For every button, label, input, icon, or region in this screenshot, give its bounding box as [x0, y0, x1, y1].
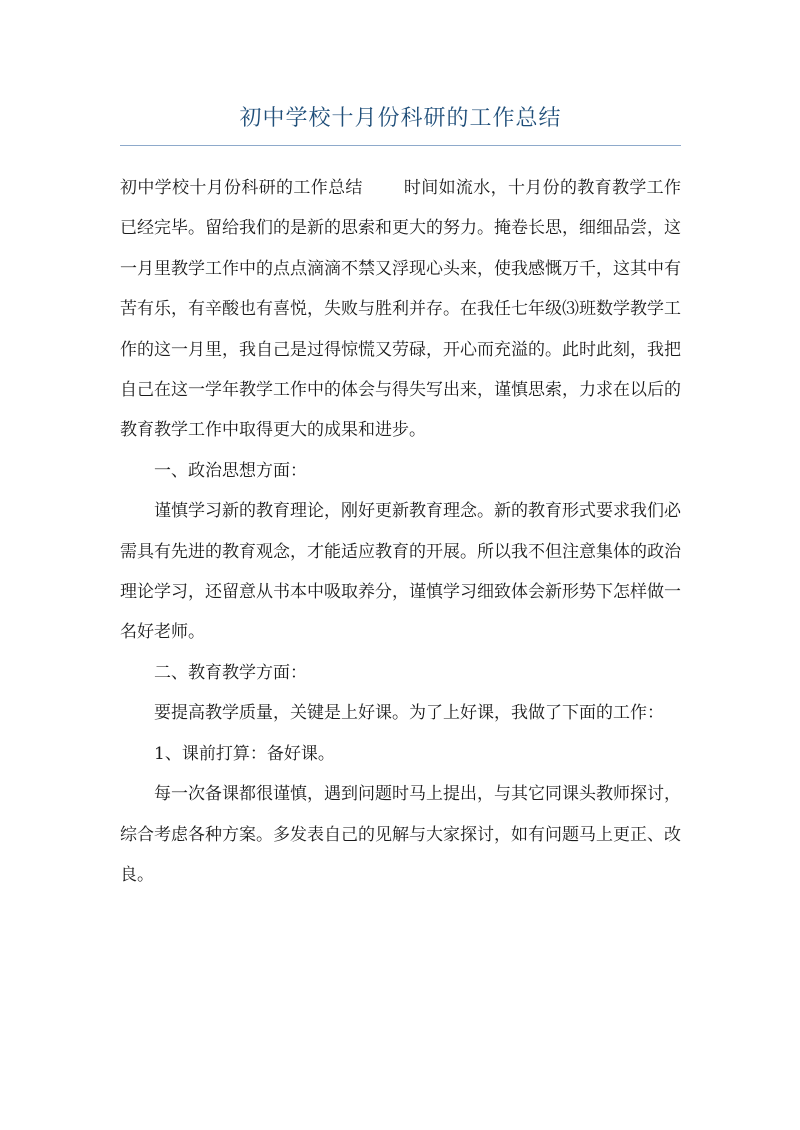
intro-lead: 初中学校十月份科研的工作总结	[120, 178, 363, 198]
item1-paragraph: 每一次备课都很谨慎，遇到问题时马上提出，与其它同课头教师探讨，综合考虑各种方案。多发表自己的见解与大家探讨，如有问题马上更正、改良。	[120, 784, 681, 885]
intro-paragraph	[120, 168, 681, 451]
section1-heading: 一、政治思想方面：	[154, 460, 307, 481]
document-title: 初中学校十月份科研的工作总结	[239, 106, 562, 131]
intro-body: 时间如流水，十月份的教育教学工作已经完毕。留给我们的是新的思索和更大的努力。掩卷长思，细细品尝，这一月里教学工作中的点点滴滴不禁又浮现心头来，使我感慨万千，这其中有苦有乐，有辛酸也有喜悦，失败与胜利并存。在我任七年级⑶班数学教学工作的这一月里，我自己是过得惊慌又劳碌，开心而充溢的。此时此刻，我把自己在这一学年教学工作中的体会与得失写出来，谨慎思索，力求在以后的教育教学工作中取得更大的成果和进步。	[120, 178, 682, 441]
section1-paragraph: 谨慎学习新的教育理论，刚好更新教育理念。新的教育形式要求我们必需具有先进的教育观念，才能适应教育的开展。所以我不但注意集体的政治理论学习，还留意从书本中吸取养分，谨慎学习细致体会新形势下怎样做一名好老师。	[120, 501, 681, 643]
item1-heading: 1、课前打算：备好课。	[154, 743, 335, 764]
document-body	[120, 168, 681, 895]
section2-paragraph: 要提高教学质量，关键是上好课。为了上好课，我做了下面的工作：	[154, 703, 664, 724]
section2-heading: 二、教育教学方面：	[154, 662, 307, 683]
title-divider	[120, 145, 681, 146]
